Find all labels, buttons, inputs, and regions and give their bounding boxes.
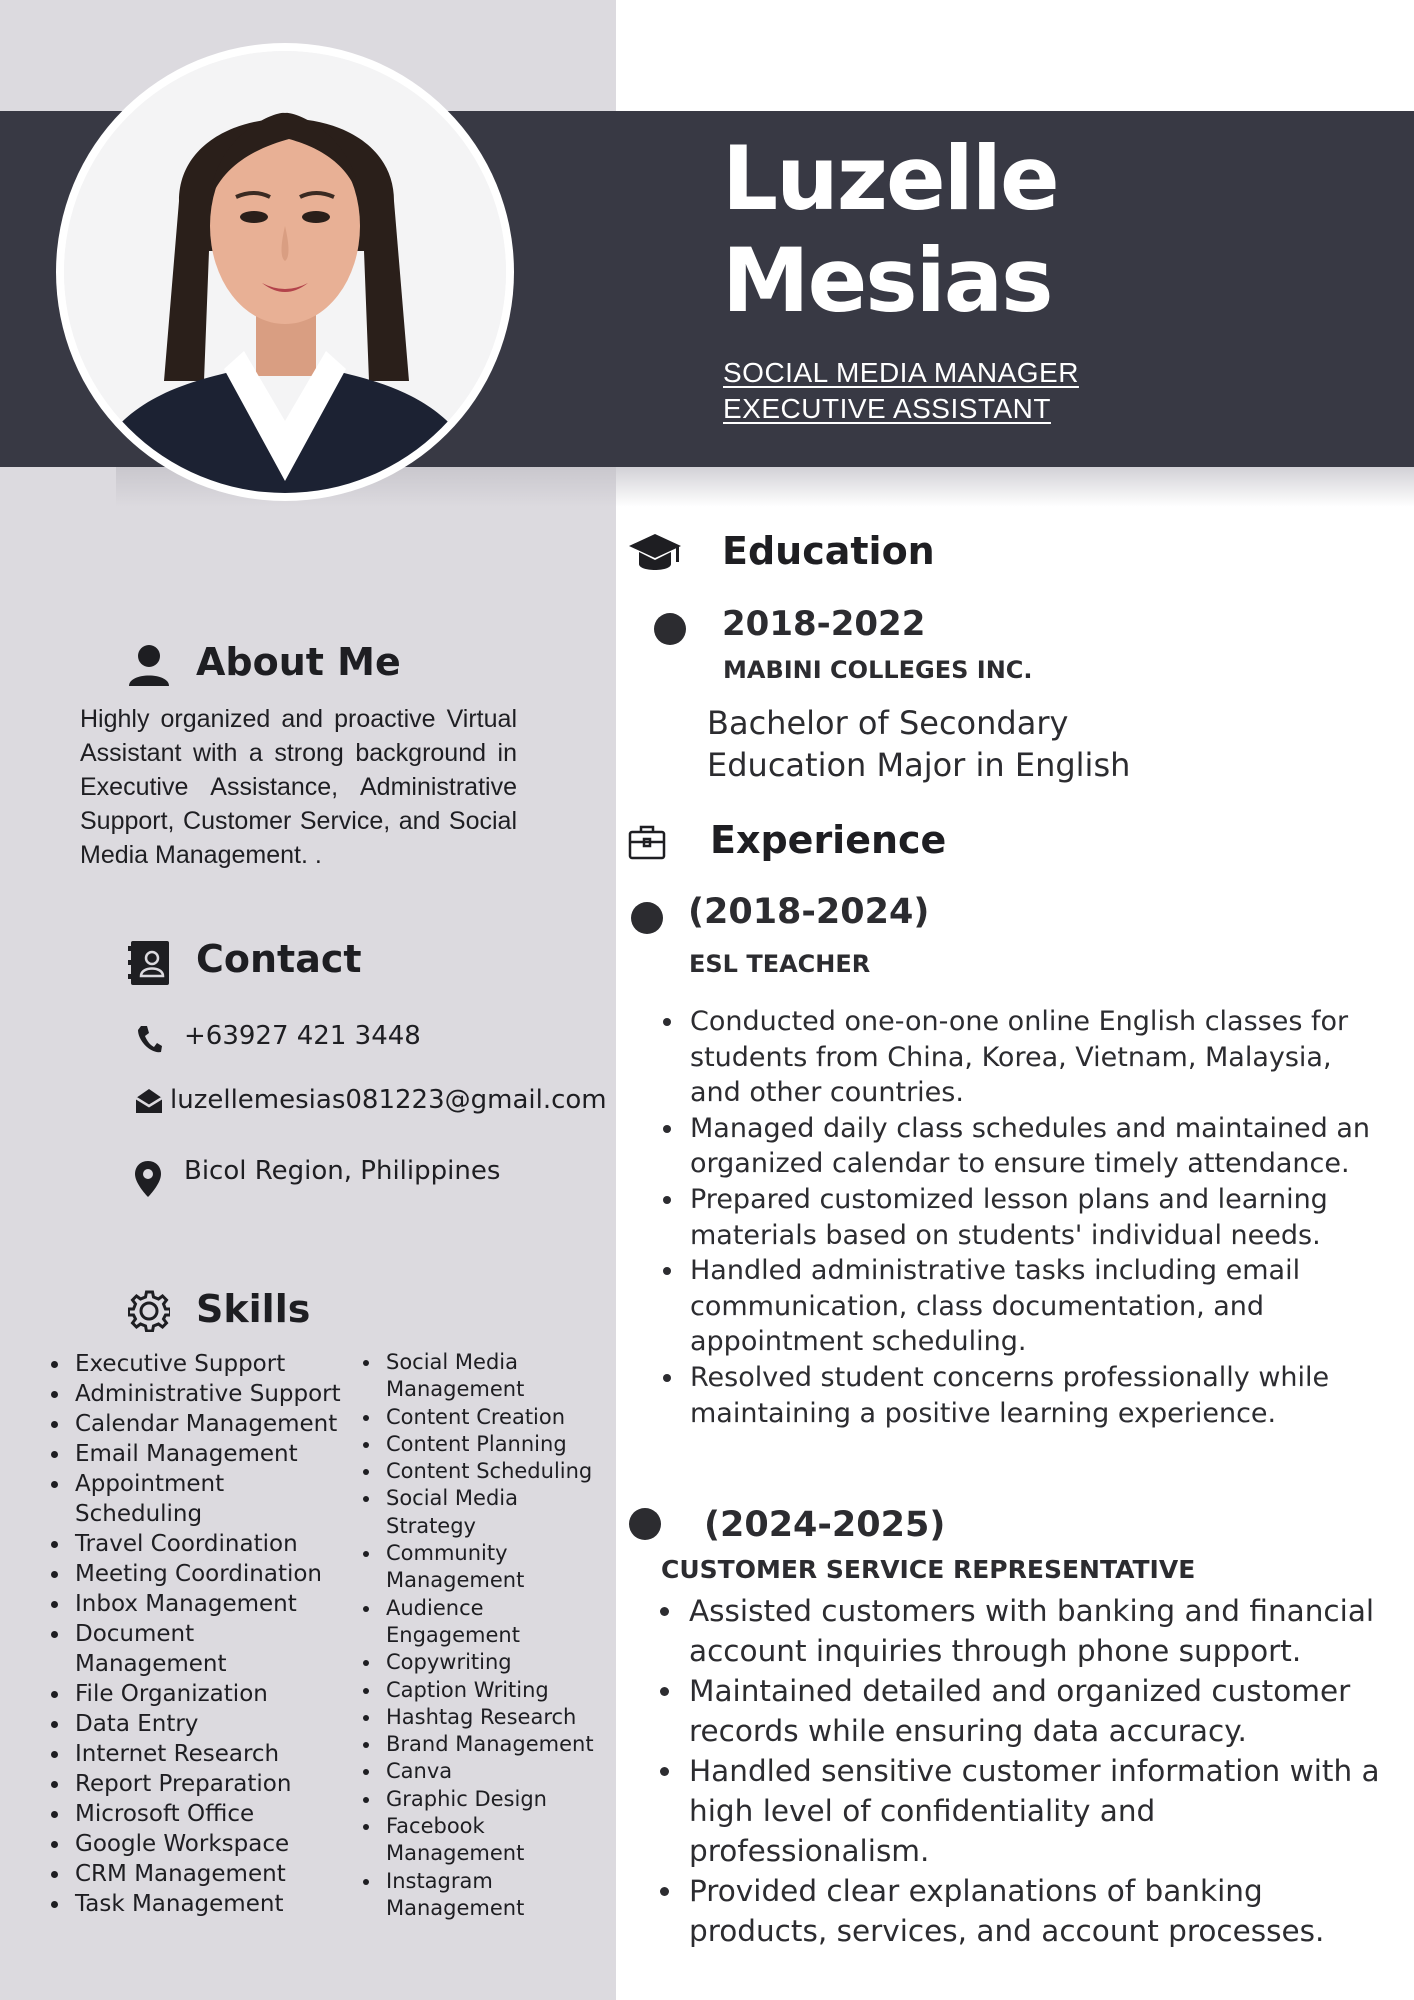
person-icon	[128, 644, 170, 686]
degree	[707, 702, 1130, 786]
contact-heading: Contact	[196, 937, 362, 981]
skill-item: • Travel Coordination	[71, 1529, 371, 1559]
title-executive-assistant: EXECUTIVE ASSISTANT	[723, 393, 1051, 424]
skill-item: • Data Entry	[71, 1709, 371, 1739]
skill-item: • Report Preparation	[71, 1769, 371, 1799]
skill-item: • Brand Management	[382, 1731, 622, 1758]
duty-item: • Handled sensitive customer information with a high level of confidentiality and professionalism.	[685, 1751, 1395, 1871]
skill-item: • Task Management	[71, 1889, 371, 1919]
skill-item: • Copywriting	[382, 1649, 622, 1676]
school-name: MABINI COLLEGES INC.	[723, 656, 1033, 684]
skill-item: • Email Management	[71, 1439, 371, 1469]
gear-icon	[128, 1290, 170, 1332]
contact-book-icon	[128, 940, 172, 986]
skill-item: • Calendar Management	[71, 1409, 371, 1439]
skill-item: • Content Planning	[382, 1431, 622, 1458]
contact-email: luzellemesias081223@gmail.com	[170, 1085, 607, 1115]
skill-item: • Instagram Management	[382, 1868, 536, 1923]
skill-item: • Community Management	[382, 1540, 536, 1595]
skill-item: • Microsoft Office	[71, 1799, 371, 1829]
skill-item: • Document Management	[71, 1619, 235, 1679]
skill-item: • Hashtag Research	[382, 1704, 622, 1731]
job-duties-list	[654, 1004, 1386, 1431]
skills-list-column-2	[357, 1349, 622, 1922]
contact-location: Bicol Region, Philippines	[184, 1156, 501, 1186]
duty-item: • Assisted customers with banking and financial account inquiries through phone support.	[685, 1591, 1395, 1671]
skills-list-column-1	[46, 1349, 371, 1919]
job-titles	[723, 355, 1079, 427]
duty-item: • Managed daily class schedules and maintained an organized calendar to ensure timely attendance.	[686, 1111, 1386, 1182]
skill-item: • Content Scheduling	[382, 1458, 622, 1485]
profile-photo-frame	[56, 43, 514, 501]
skill-item: • Meeting Coordination	[71, 1559, 371, 1589]
profile-photo	[64, 51, 506, 493]
experience-heading: Experience	[710, 818, 947, 862]
skill-item: • Audience Engagement	[382, 1595, 536, 1650]
briefcase-icon	[628, 824, 666, 860]
timeline-dot	[654, 613, 686, 645]
duty-item: • Handled administrative tasks including email communication, class documentation, and appointment scheduling.	[686, 1253, 1386, 1360]
skill-item: • Administrative Support	[71, 1379, 371, 1409]
job-role: ESL TEACHER	[689, 950, 871, 978]
skill-item: • Graphic Design	[382, 1786, 622, 1813]
about-me-heading: About Me	[196, 640, 401, 684]
job-years: (2024-2025)	[704, 1505, 946, 1545]
duty-item: • Provided clear explanations of banking products, services, and account processes.	[685, 1871, 1395, 1951]
candidate-name	[722, 128, 1058, 332]
skill-item: • Internet Research	[71, 1739, 371, 1769]
last-name: Mesias	[722, 229, 1052, 332]
degree-line-1: Bachelor of Secondary	[707, 704, 1069, 742]
skill-item: • CRM Management	[71, 1859, 371, 1889]
location-pin-icon	[134, 1160, 162, 1198]
skill-item: • Executive Support	[71, 1349, 371, 1379]
duty-item: • Maintained detailed and organized customer records while ensuring data accuracy.	[685, 1671, 1395, 1751]
job-years: (2018-2024)	[688, 892, 930, 932]
first-name: Luzelle	[722, 127, 1058, 230]
timeline-dot	[629, 1508, 661, 1540]
duty-item: • Conducted one-on-one online English classes for students from China, Korea, Vietnam, Malaysia, and other countries.	[686, 1004, 1386, 1111]
title-social-media-manager: SOCIAL MEDIA MANAGER	[723, 357, 1079, 388]
skill-item: • Canva	[382, 1758, 622, 1785]
education-years: 2018-2022	[722, 604, 926, 644]
skill-item: • File Organization	[71, 1679, 371, 1709]
timeline-dot	[631, 902, 663, 934]
skill-item: • Content Creation	[382, 1404, 622, 1431]
skill-item: • Social Media Management	[382, 1349, 536, 1404]
graduation-cap-icon	[628, 532, 682, 576]
skill-item: • Social Media Strategy	[382, 1485, 536, 1540]
skill-item: • Caption Writing	[382, 1677, 622, 1704]
portrait-illustration	[64, 51, 506, 493]
skill-item: • Google Workspace	[71, 1829, 371, 1859]
skills-heading: Skills	[196, 1287, 311, 1331]
envelope-icon	[134, 1088, 164, 1114]
degree-line-2: Education Major in English	[707, 746, 1131, 784]
job-duties-list	[653, 1591, 1395, 1951]
skill-item: • Inbox Management	[71, 1589, 371, 1619]
phone-icon	[136, 1024, 162, 1054]
duty-item: • Resolved student concerns professionally while maintaining a positive learning experience.	[686, 1360, 1386, 1431]
skill-item: • Facebook Management	[382, 1813, 536, 1868]
education-heading: Education	[722, 529, 935, 573]
skill-item: • Appointment Scheduling	[71, 1469, 235, 1529]
job-role: CUSTOMER SERVICE REPRESENTATIVE	[661, 1555, 1196, 1584]
contact-phone: +63927 421 3448	[184, 1021, 421, 1051]
duty-item: • Prepared customized lesson plans and learning materials based on students' individual needs.	[686, 1182, 1386, 1253]
about-me-text: Highly organized and proactive Virtual Assistant with a strong background in Executive Assistance, Administrative Support, Customer Service, and Social Media Management. .	[80, 705, 517, 869]
